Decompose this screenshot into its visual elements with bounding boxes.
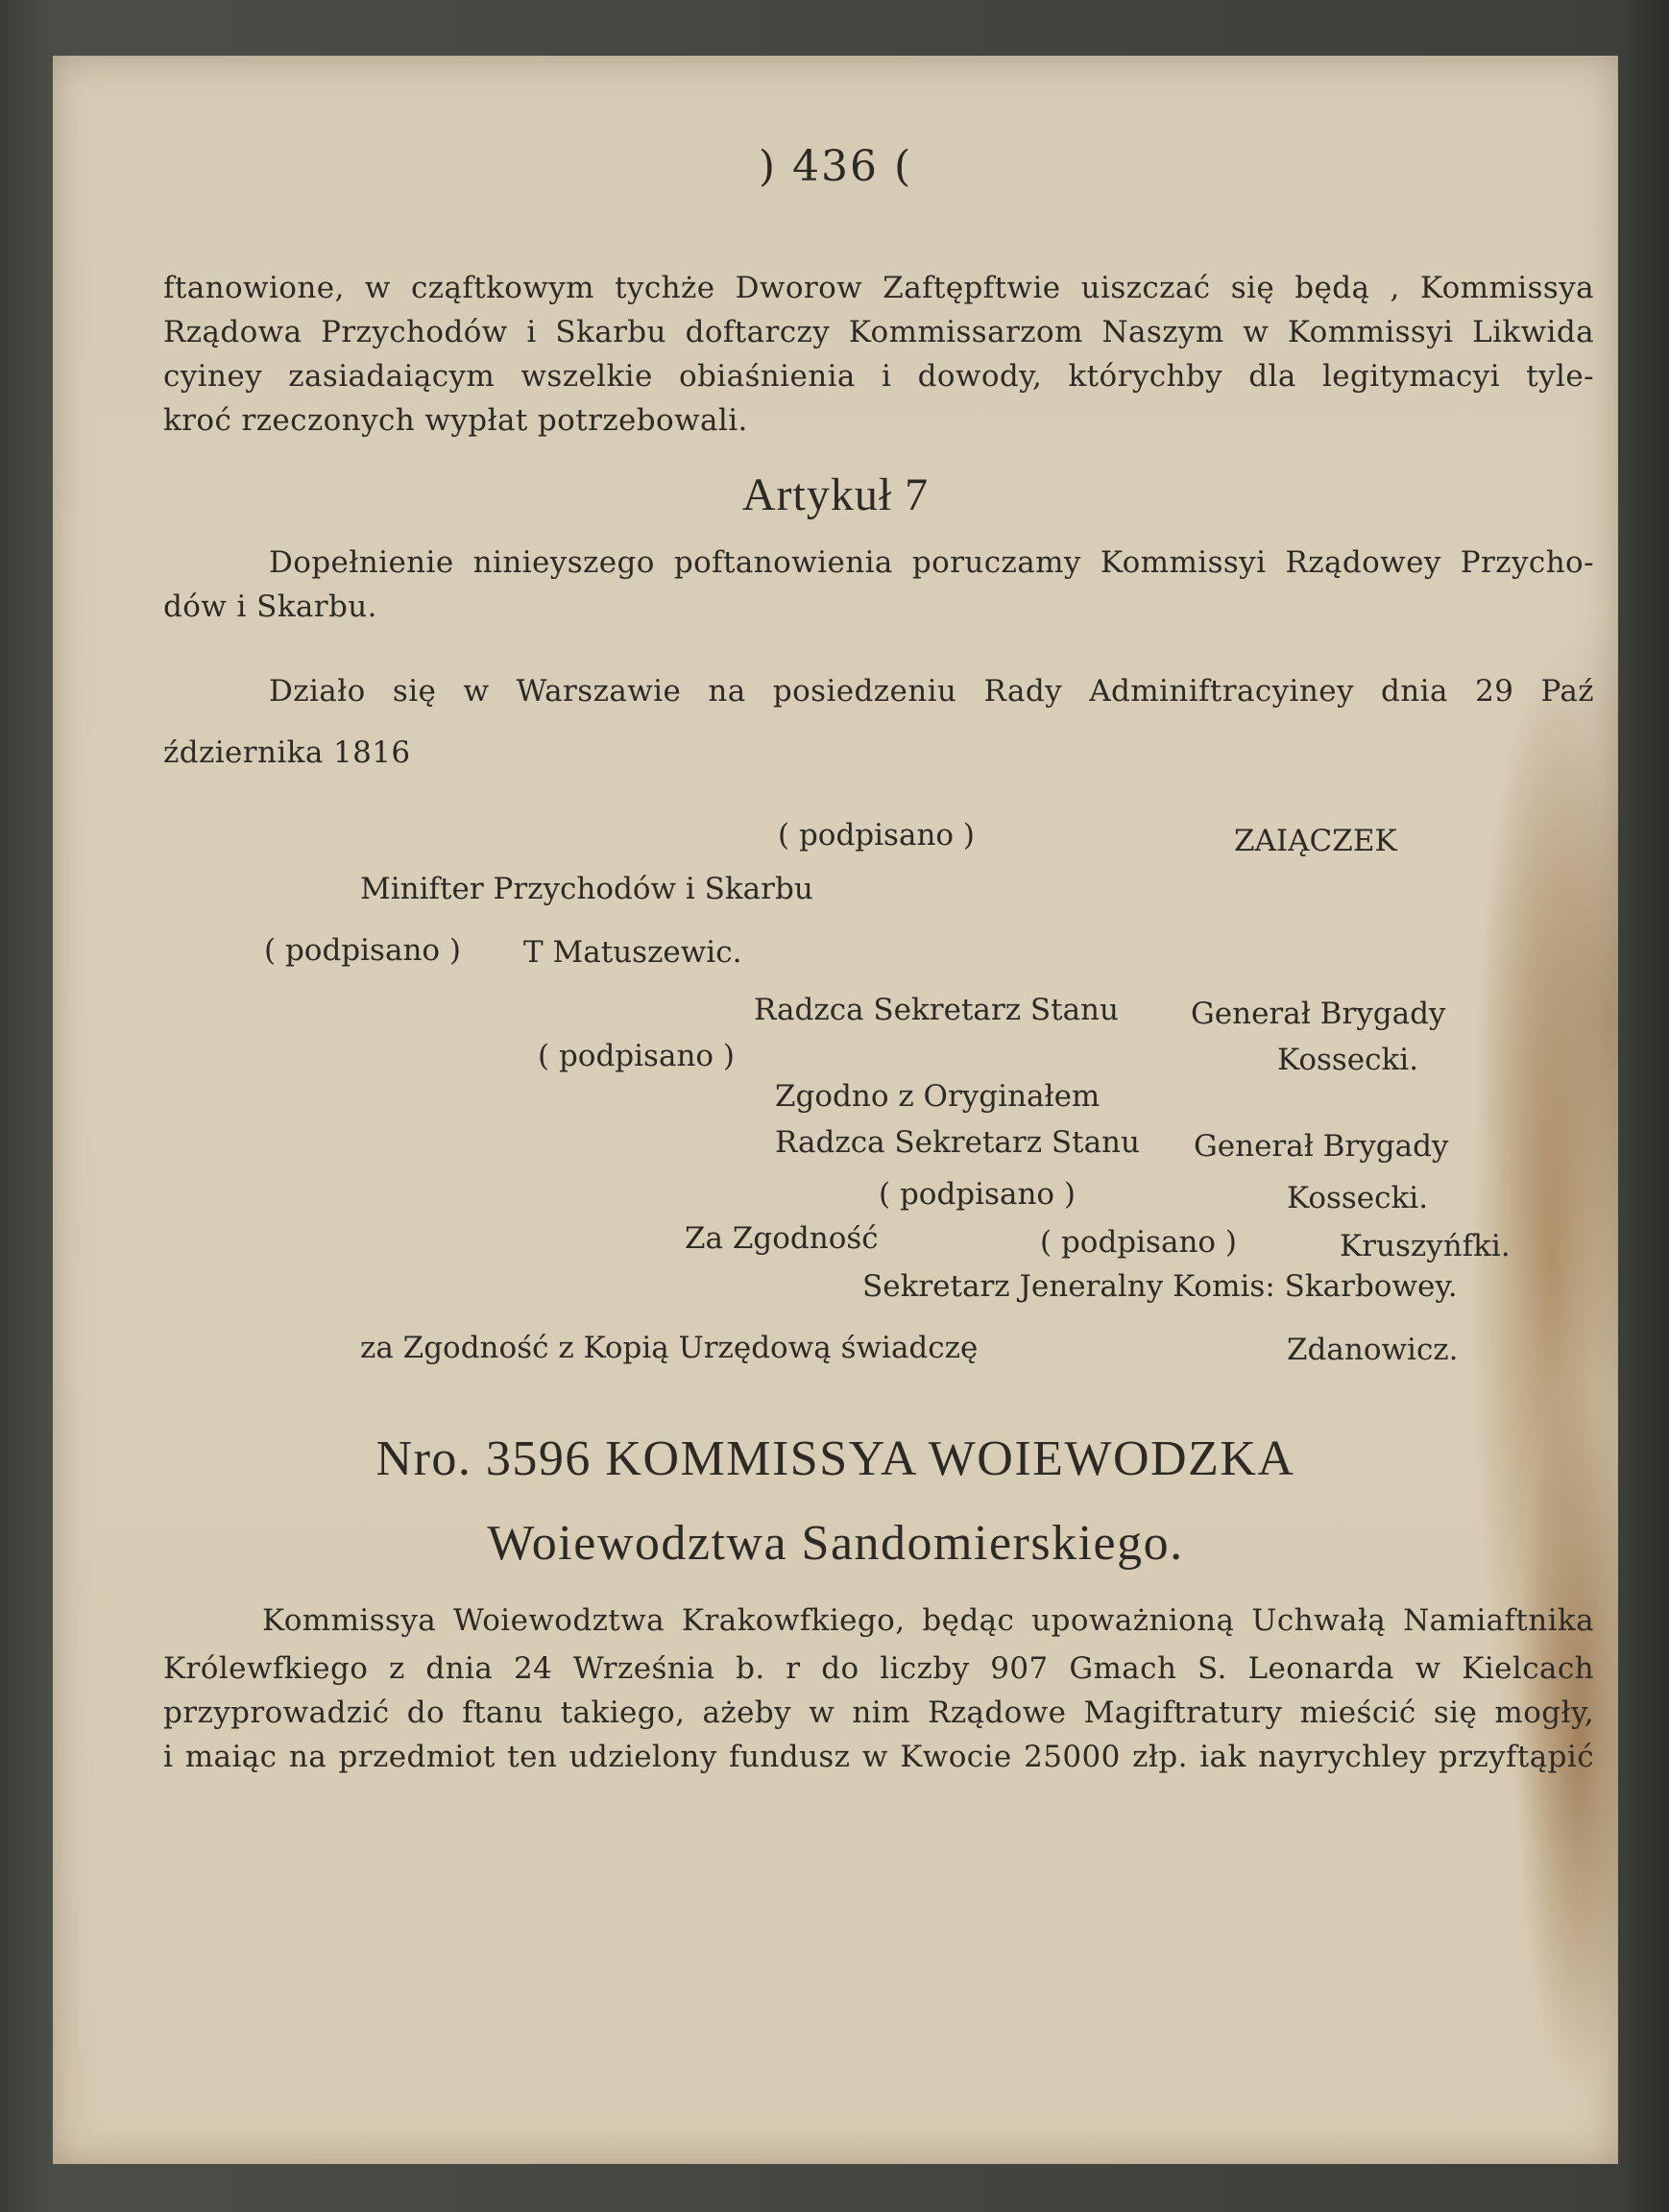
signature-general: Generał Brygady bbox=[1194, 1129, 1449, 1164]
paragraph-4-line: i maiąc na przedmiot ten udzielony fundusz w Kwocie 25000 złp. iak nayrychley przyftąpić bbox=[163, 1740, 1594, 1774]
signature-podpisano: ( podpisano ) bbox=[879, 1177, 1076, 1212]
signature-sekretarz: Sekretarz Jeneralny Komis: Skarbowey. bbox=[862, 1269, 1458, 1304]
signature-kopia: za Zgodność z Kopią Urzędową świadczę bbox=[360, 1331, 979, 1365]
article-heading: Artykuł 7 bbox=[741, 469, 930, 520]
signature-za-zgodnosc: Za Zgodność bbox=[685, 1221, 879, 1256]
signature-minister: Minifter Przychodów i Skarbu bbox=[360, 872, 813, 906]
paragraph-2-line: dów i Skarbu. bbox=[163, 589, 377, 624]
signature-radzca: Radzca Sekretarz Stanu bbox=[754, 993, 1119, 1027]
signature-zgodno: Zgodno z Oryginałem bbox=[775, 1079, 1101, 1114]
paragraph-4-line: Kommissya Woiewodztwa Krakowfkiego, będąc upoważnioną Uchwałą Namiaftnika bbox=[262, 1603, 1594, 1638]
signature-podpisano: ( podpisano ) bbox=[538, 1039, 736, 1073]
signature-podpisano: ( podpisano ) bbox=[778, 818, 976, 853]
document-page bbox=[53, 56, 1618, 2164]
paragraph-3-line: Działo się w Warszawie na posiedzeniu Rady Adminiftracyiney dnia 29 Paź bbox=[269, 674, 1594, 709]
attachment-label: ZAIĄCZEK bbox=[1234, 824, 1397, 858]
signature-kruszynski: Kruszyńfki. bbox=[1340, 1229, 1511, 1263]
signature-radzca: Radzca Sekretarz Stanu bbox=[775, 1125, 1140, 1160]
paragraph-1-line: Rządowa Przychodów i Skarbu doftarczy Kommissarzom Naszym w Kommissyi Likwida bbox=[163, 315, 1594, 349]
signature-kossecki: Kossecki. bbox=[1277, 1043, 1419, 1077]
signature-general: Generał Brygady bbox=[1191, 997, 1446, 1031]
paragraph-4-line: przyprowadzić do ftanu takiego, ażeby w nim Rządowe Magiftratury mieścić się mogły, bbox=[163, 1695, 1594, 1730]
paragraph-1-line: ftanowione, w cząftkowym tychże Dworow Zaftępftwie uiszczać się będą , Kommissya bbox=[163, 271, 1594, 305]
paragraph-3-line: ździernika 1816 bbox=[163, 735, 411, 770]
paragraph-1-line: cyiney zasiadaiącym wszelkie obiaśnienia i dowody, którychby dla legitymacyi tyle- bbox=[163, 359, 1594, 394]
signature-matuszewic: T Matuszewic. bbox=[523, 935, 742, 970]
signature-kossecki: Kossecki. bbox=[1287, 1181, 1429, 1215]
paragraph-4-line: Królewfkiego z dnia 24 Września b. r do liczby 907 Gmach S. Leonarda w Kielcach bbox=[163, 1651, 1594, 1686]
paragraph-2-line: Dopełnienie ninieyszego poftanowienia poruczamy Kommissyi Rządowey Przycho- bbox=[269, 545, 1594, 580]
section-subheading: Woiewodztwa Sandomierskiego. bbox=[487, 1516, 1184, 1571]
signature-podpisano: ( podpisano ) bbox=[1040, 1225, 1238, 1260]
section-heading: Nro. 3596 KOMMISSYA WOIEWODZKA bbox=[375, 1431, 1295, 1486]
signature-podpisano: ( podpisano ) bbox=[264, 933, 462, 968]
paragraph-1-line: kroć rzeczonych wypłat potrzebowali. bbox=[163, 403, 748, 438]
signature-zdanowicz: Zdanowicz. bbox=[1287, 1333, 1459, 1367]
page-number: ) 436 ( bbox=[758, 142, 913, 191]
